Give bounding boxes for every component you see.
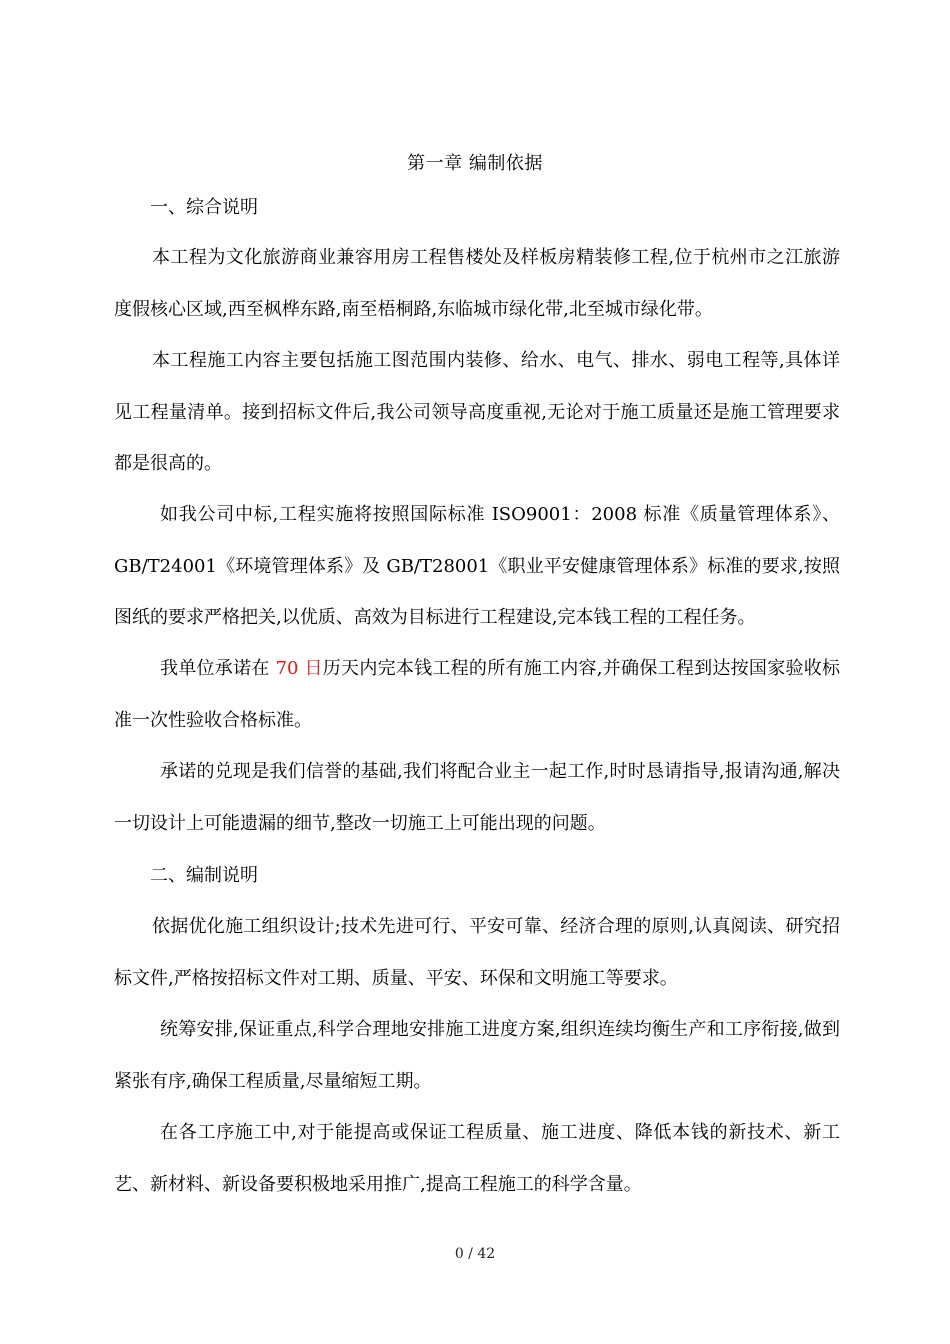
commitment-days: 70 日 (275, 658, 323, 679)
paragraph-project-location: 本工程为文化旅游商业兼容用房工程售楼处及样板房精装修工程,位于杭州市之江旅游度假核心区域,西至枫桦东路,南至梧桐路,东临城市绿化带,北至城市绿化带。 (114, 247, 840, 320)
section-heading-overview: 一、综合说明 (150, 197, 258, 218)
commitment-text-before: 我单位承诺在 (160, 658, 276, 679)
paragraph-commitment (114, 643, 840, 746)
page-number: 0 / 42 (454, 1246, 496, 1262)
chapter-title: 第一章 编制依据 (407, 153, 543, 174)
paragraph-construction-scope: 本工程施工内容主要包括施工图范围内装修、给水、电气、排水、弱电工程等,具体详见工程量清单。接到招标文件后,我公司领导高度重视,无论对于施工质量还是施工管理要求都是很高的。 (114, 350, 840, 474)
commitment-text-after: 历天内完本钱工程的所有施工内容,并确保工程到达按国家验收标准一次性验收合格标准。 (114, 658, 840, 731)
paragraph-closing: 承诺的兑现是我们信誉的基础,我们将配合业主一起工作,时时恳请指导,报请沟通,解决一切设计上可能遗漏的细节,整改一切施工上可能出现的问题。 (114, 761, 840, 834)
paragraph-principles: 依据优化施工组织设计;技术先进可行、平安可靠、经济合理的原则,认真阅读、研究招标文件,严格按招标文件对工期、质量、平安、环保和文明施工等要求。 (114, 916, 840, 989)
paragraph-scheduling: 统筹安排,保证重点,科学合理地安排施工进度方案,组织连续均衡生产和工序衔接,做到紧张有序,确保工程质量,尽量缩短工期。 (114, 1019, 840, 1092)
paragraph-standards: 如我公司中标,工程实施将按照国际标准 ISO9001：2008 标准《质量管理体系》、GB/T24001《环境管理体系》及 GB/T28001《职业平安健康管理体系》标准的要求,按照图纸的要求严格把关,以优质、高效为目标进行工程建设,完本钱工程的工程任务。 (114, 504, 840, 628)
paragraph-new-technology: 在各工序施工中,对于能提高或保证工程质量、施工进度、降低本钱的新技术、新工艺、新材料、新设备要积极地采用推广,提高工程施工的科学含量。 (114, 1122, 840, 1195)
section-heading-preparation: 二、编制说明 (150, 865, 258, 886)
